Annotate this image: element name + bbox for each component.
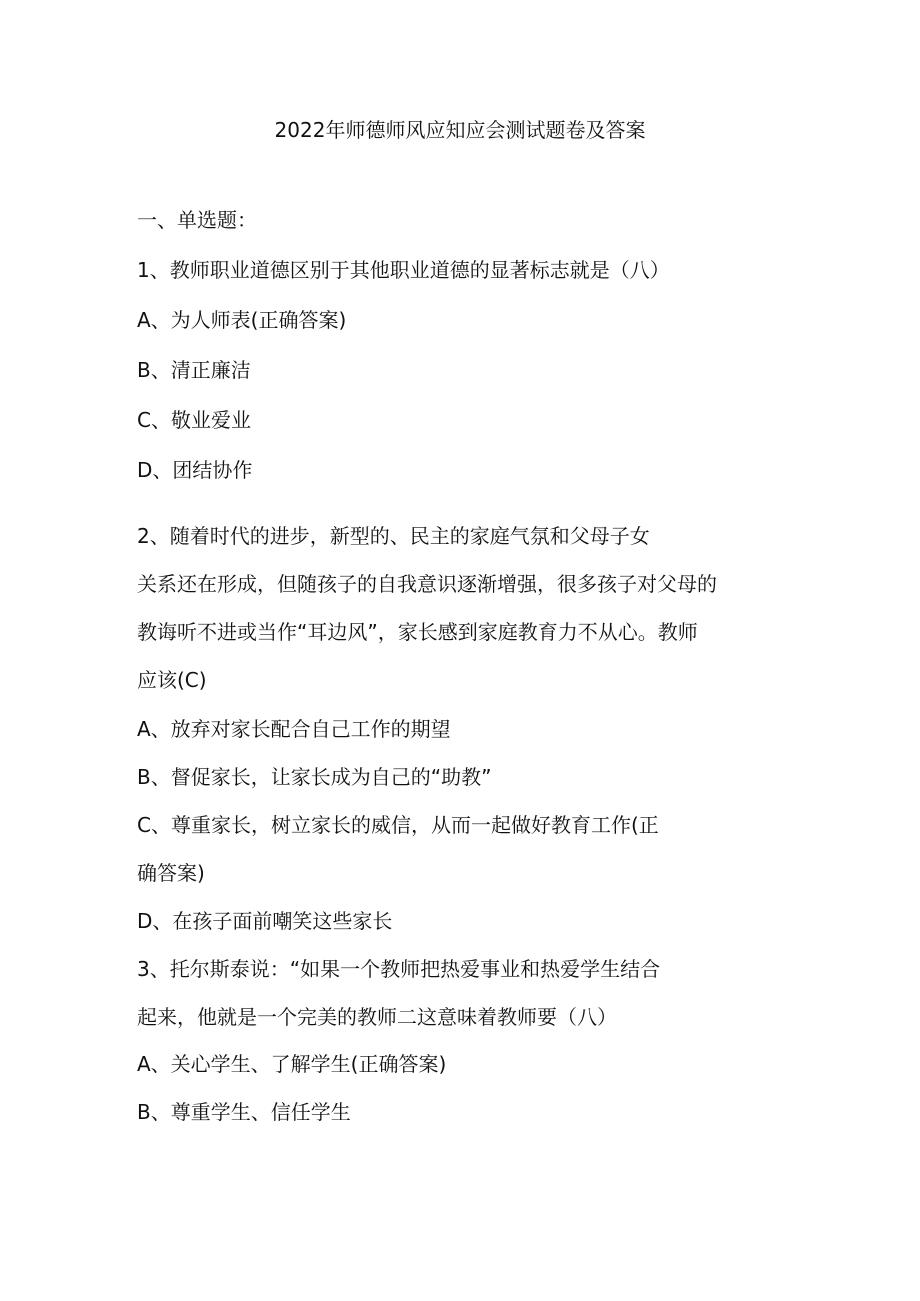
question-2-stem-line-2: 关系还在形成，但随孩子的自我意识逐渐增强，很多孩子对父母的 xyxy=(137,572,717,596)
question-1-option-a: A、为人师表(正确答案) xyxy=(137,308,347,332)
question-1-stem: 1、教师职业道德区别于其他职业道德的显著标志就是（八） xyxy=(137,258,670,282)
question-2-stem-line-1: 2、随着时代的进步，新型的、民主的家庭气氛和父母子女 xyxy=(137,524,650,548)
question-2-option-a: A、放弃对家长配合自己工作的期望 xyxy=(137,717,451,741)
question-3-option-a: A、关心学生、了解学生(正确答案) xyxy=(137,1052,447,1076)
question-3-option-b: B、尊重学生、信任学生 xyxy=(137,1100,351,1124)
question-1-option-c: C、敬业爱业 xyxy=(137,408,251,432)
question-2-option-b: B、督促家长，让家长成为自己的“助教” xyxy=(137,765,492,789)
question-2-option-d: D、在孩子面前嘲笑这些家长 xyxy=(137,909,393,933)
document-title: 2022年师德师风应知应会测试题卷及答案 xyxy=(274,118,646,142)
question-1-option-b: B、清正廉洁 xyxy=(137,358,251,382)
question-2-option-c-line-2: 确答案) xyxy=(137,861,205,885)
question-1-option-d: D、团结协作 xyxy=(137,458,253,482)
section-heading: 一、单选题： xyxy=(137,208,257,232)
question-2-stem-line-3: 教诲听不进或当作“耳边风”，家长感到家庭教育力不从心。教师 xyxy=(137,620,698,644)
question-3-stem-line-2: 起来，他就是一个完美的教师二这意味着教师要（八） xyxy=(137,1005,617,1029)
question-2-stem-line-4: 应该(C) xyxy=(137,668,207,692)
question-2-option-c-line-1: C、尊重家长，树立家长的威信，从而一起做好教育工作(正 xyxy=(137,813,659,837)
question-3-stem-line-1: 3、托尔斯泰说：“如果一个教师把热爱事业和热爱学生结合 xyxy=(137,957,661,981)
